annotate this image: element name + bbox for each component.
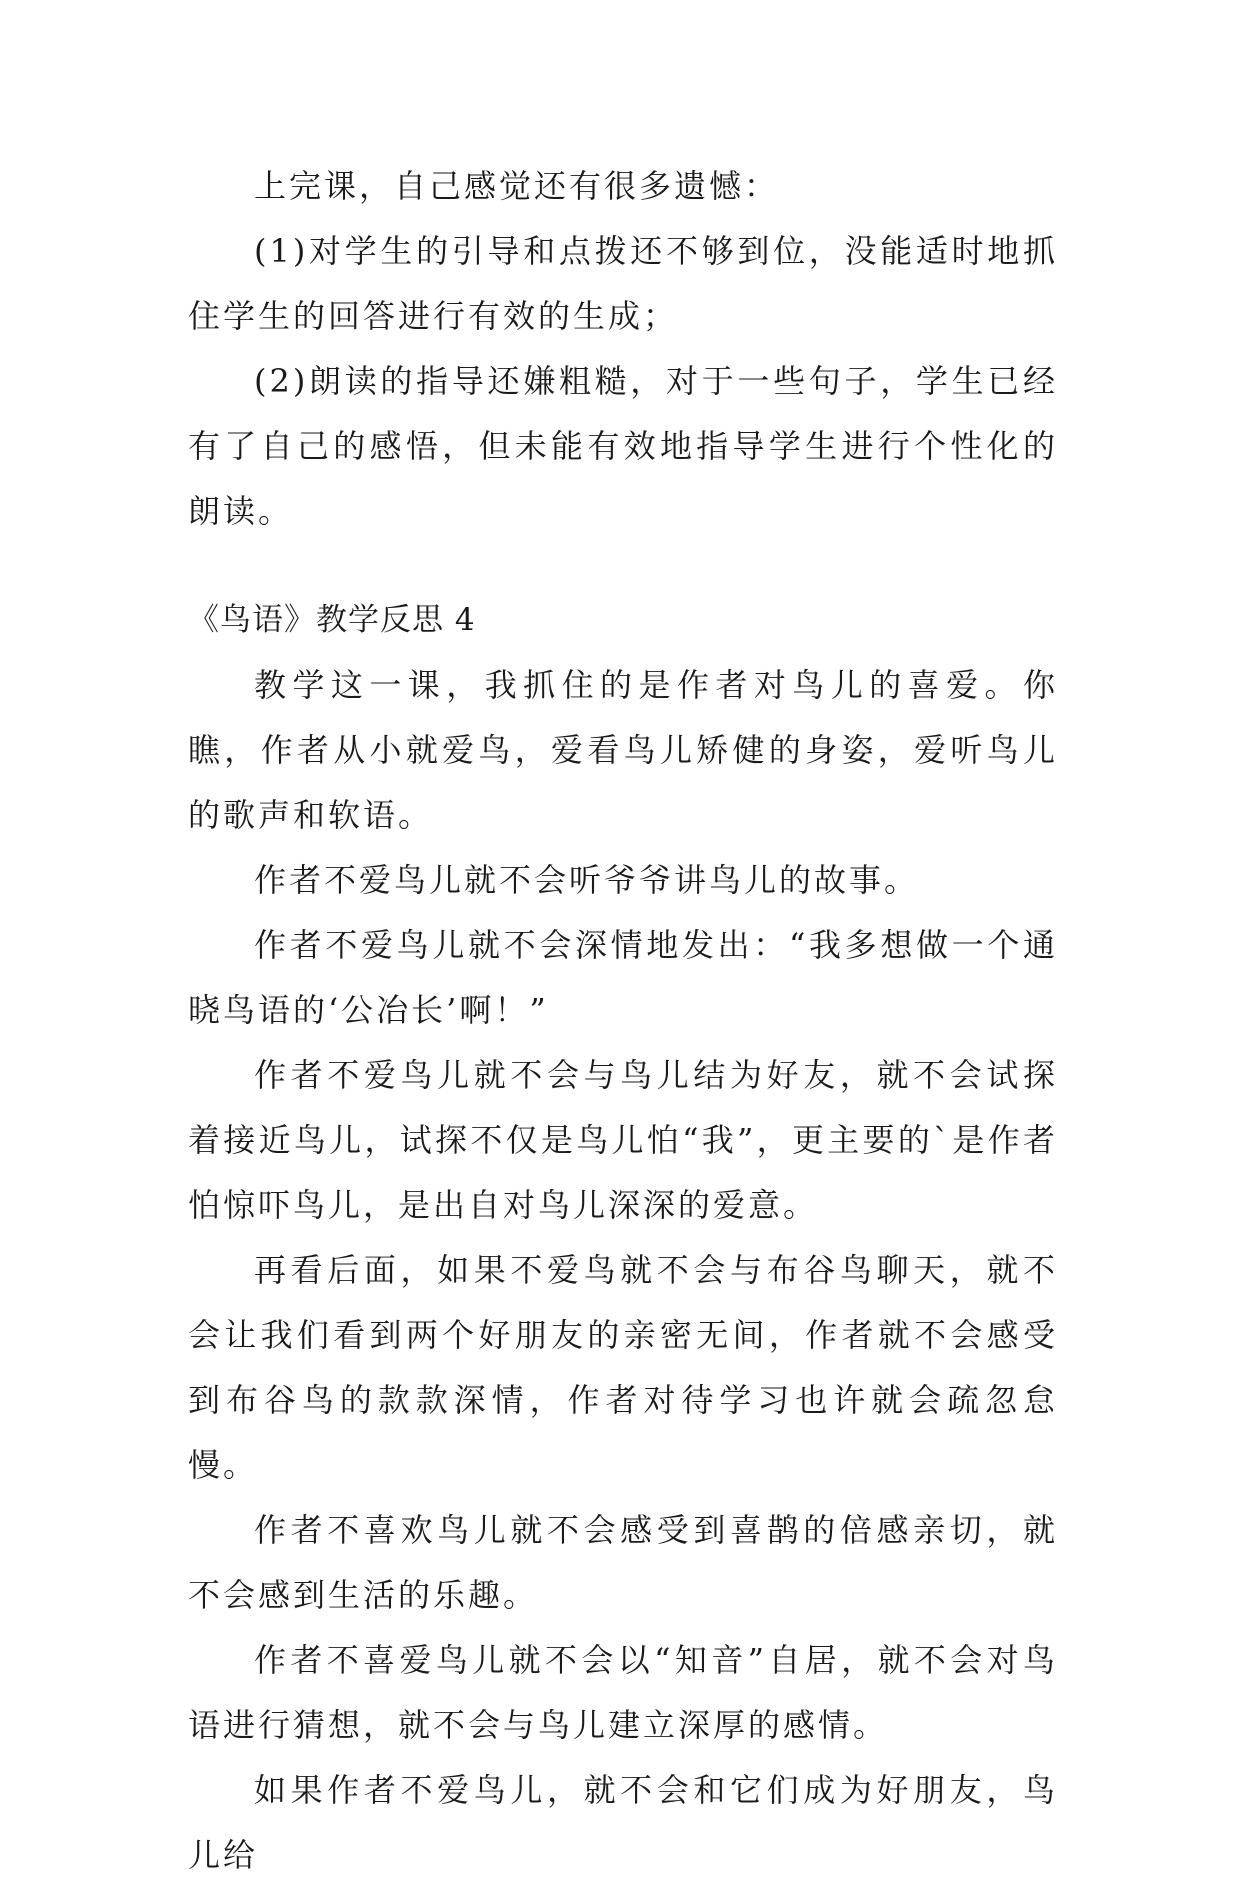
paragraph: 作者不爱鸟儿就不会听爷爷讲鸟儿的故事。 <box>254 861 920 899</box>
paragraph: 作者不喜欢鸟儿就不会感受到喜鹊的倍感亲切，就不会感到生活的乐趣。 <box>188 1511 1058 1614</box>
paragraph: (2)朗读的指导还嫌粗糙，对于一些句子，学生已经有了自己的感悟，但未能有效地指导学生进行个性化的朗读。 <box>188 362 1058 530</box>
paragraph: 上完课，自己感觉还有很多遗憾： <box>254 167 780 205</box>
paragraph: 教学这一课，我抓住的是作者对鸟儿的喜爱。你瞧，作者从小就爱鸟，爱看鸟儿矫健的身姿，爱听鸟儿的歌声和软语。 <box>188 666 1058 834</box>
paragraph: 作者不爱鸟儿就不会与鸟儿结为好友，就不会试探着接近鸟儿，试探不仅是鸟儿怕“我”，更主要的`是作者怕惊吓鸟儿，是出自对鸟儿深深的爱意。 <box>188 1056 1058 1224</box>
document-body <box>188 154 1058 1888</box>
paragraph: 再看后面，如果不爱鸟就不会与布谷鸟聊天，就不会让我们看到两个好朋友的亲密无间，作者就不会感受到布谷鸟的款款深情，作者对待学习也许就会疏忽怠慢。 <box>188 1251 1058 1484</box>
paragraph: 作者不爱鸟儿就不会深情地发出：“我多想做一个通晓鸟语的‘公冶长’啊！” <box>188 926 1058 1029</box>
paragraph: (1)对学生的引导和点拨还不够到位，没能适时地抓住学生的回答进行有效的生成； <box>188 232 1058 335</box>
paragraph: 作者不喜爱鸟儿就不会以“知音”自居，就不会对鸟语进行猜想，就不会与鸟儿建立深厚的感情。 <box>188 1641 1058 1744</box>
paragraph: 如果作者不爱鸟儿，就不会和它们成为好朋友，鸟儿给 <box>188 1771 1058 1874</box>
section-heading: 《鸟语》教学反思 4 <box>188 602 476 638</box>
